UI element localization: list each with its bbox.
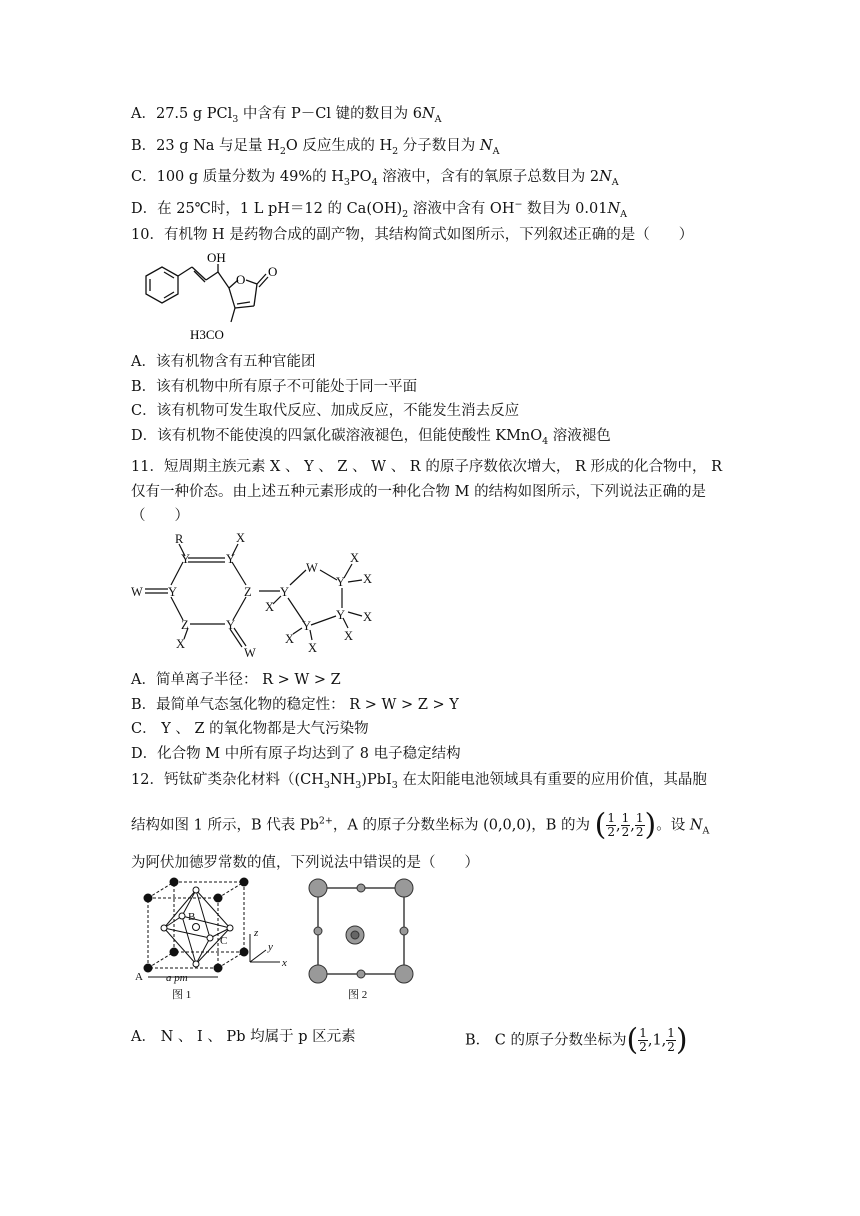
- q12-figure-2: [300, 876, 420, 1004]
- svg-text:Z: Z: [181, 618, 189, 632]
- svg-text:X: X: [176, 637, 186, 651]
- q9-option-a: A．27.5 g PCl$_3$ 中含有 P－Cl 键的数目为 $6N_A$: [131, 106, 442, 125]
- svg-text:y: y: [268, 941, 273, 953]
- keto-oxygen-label: O: [268, 264, 278, 279]
- svg-text:B: B: [188, 911, 196, 923]
- q12-stem-line2: 结构如图 1 所示，B 代表 $Pb^{2+}$，A 的原子分数坐标为 (0,0,0)，B 的为 ( $\frac{1}{2}$ , $\frac{1}{2}$ , $\frac{1}{2}$ )。设 $N_A$: [131, 807, 710, 843]
- svg-text:图 1: 图 1: [172, 989, 192, 1001]
- q11-option-d: D．化合物 M 中所有原子均达到了 8 电子稳定结构: [131, 746, 461, 762]
- svg-text:z: z: [254, 927, 259, 939]
- svg-text:X: X: [308, 641, 318, 655]
- svg-text:Y: Y: [168, 585, 178, 599]
- q12-stem-line3: 为阿伏加德罗常数的值，下列说法中错误的是（ ）: [131, 855, 479, 871]
- svg-text:C: C: [220, 935, 228, 947]
- svg-text:图 2: 图 2: [348, 989, 368, 1001]
- q12-option-b: B． C 的原子分数坐标为( $\frac{1}{2}$ ,1, $\frac{1}{2}$ ): [465, 1022, 688, 1058]
- q9-option-c: C．100 g 质量分数为 49%的 $H_3PO_4$ 溶液中，含有的氧原子总数目为 $2N_A$: [131, 169, 619, 188]
- svg-text:W: W: [244, 646, 256, 660]
- svg-text:R: R: [175, 532, 184, 546]
- q11-option-a: A．简单离子半径： R > W > Z: [131, 672, 341, 688]
- svg-text:Y: Y: [302, 619, 312, 633]
- q11-option-c: C． Y 、 Z 的氧化物都是大气污染物: [131, 721, 369, 737]
- q12-figure-1: [130, 876, 300, 1004]
- q9-option-d: D．在 25℃时，1 L pH＝12 的 $Ca(OH)_2$ 溶液中含有 OH− 数目为 $0.01N_A$: [131, 199, 628, 220]
- q9-option-b: B．23 g Na 与足量 $H_2O$ 反应生成的 $H_2$ 分子数目为 $N_A$: [131, 138, 500, 157]
- q11-stem-line1: 11．短周期主族元素 X 、 Y 、 Z 、 W 、 R 的原子序数依次增大， R 形成的化合物中， R: [131, 459, 722, 475]
- methoxy-label: H3CO: [190, 327, 224, 342]
- q11-stem-line3: （ ）: [131, 508, 189, 524]
- svg-text:Z: Z: [244, 585, 252, 599]
- oh-label: OH: [207, 250, 226, 265]
- q11-option-b: B．最简单气态氢化物的稳定性： R > W > Z > Y: [131, 697, 459, 713]
- ring-oxygen-label: O: [236, 272, 246, 287]
- svg-text:X: X: [344, 629, 354, 643]
- q10-option-a: A．该有机物含有五种官能团: [131, 354, 316, 370]
- svg-text:x: x: [282, 957, 287, 969]
- svg-text:X: X: [285, 632, 295, 646]
- svg-text:a pm: a pm: [166, 972, 188, 984]
- q11-stem-line2: 仅有一种价态。由上述五种元素形成的一种化合物 M 的结构如图所示，下列说法正确的是: [131, 484, 707, 500]
- q10-molecule-figure: [128, 250, 308, 346]
- svg-text:X: X: [350, 551, 360, 565]
- q10-stem: 10．有机物 H 是药物合成的副产物，其结构简式如图所示，下列叙述正确的是（ ）: [131, 227, 694, 243]
- q10-option-c: C．该有机物可发生取代反应、加成反应，不能发生消去反应: [131, 403, 520, 419]
- q12-stem-line1: 12．钙钛矿类杂化材料（$(CH_3NH_3)PbI_3$ 在太阳能电池领域具有重要的应用价值，其晶胞: [131, 772, 707, 791]
- svg-text:A: A: [135, 971, 143, 983]
- svg-text:X: X: [363, 572, 373, 586]
- q11-structure-figure: [130, 530, 380, 662]
- q10-option-d: D．该有机物不能使溴的四氯化碳溶液褪色，但能使酸性 KMnO$_4$ 溶液褪色: [131, 428, 611, 447]
- svg-text:X: X: [363, 610, 373, 624]
- svg-text:Y: Y: [336, 575, 346, 589]
- q12-option-a: A． N 、 I 、 Pb 均属于 p 区元素: [131, 1029, 356, 1045]
- svg-text:Y: Y: [280, 585, 290, 599]
- svg-text:Y: Y: [226, 552, 236, 566]
- svg-text:Y: Y: [226, 618, 236, 632]
- svg-text:X: X: [236, 531, 246, 545]
- svg-text:W: W: [306, 561, 318, 575]
- q10-option-b: B．该有机物中所有原子不可能处于同一平面: [131, 379, 418, 395]
- svg-text:W: W: [131, 585, 143, 599]
- svg-text:X: X: [265, 600, 275, 614]
- svg-text:Y: Y: [336, 608, 346, 622]
- svg-text:Y: Y: [181, 552, 191, 566]
